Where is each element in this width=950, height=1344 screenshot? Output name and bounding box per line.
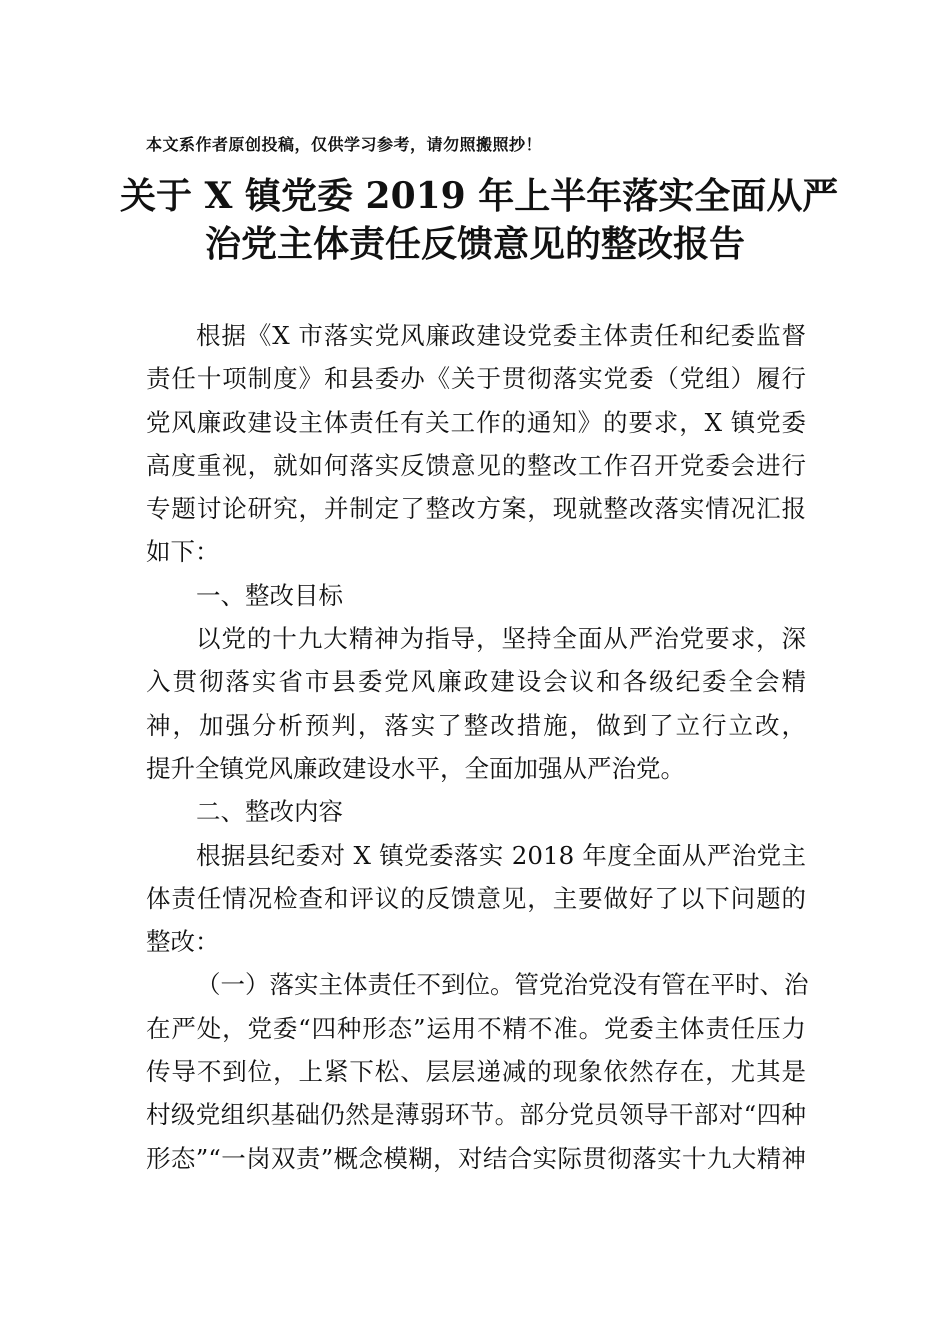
body-line: 根据《X 市落实党风廉政建设党委主体责任和纪委监督 bbox=[196, 321, 806, 350]
body-line: 在严处，党委“四种形态”运用不精不准。党委主体责任压力 bbox=[146, 1013, 806, 1043]
body-line: 整改： bbox=[146, 927, 220, 957]
body-line: 入贯彻落实省市县委党风廉政建设会议和各级纪委全会精 bbox=[146, 667, 806, 697]
body-line: 传导不到位，上紧下松、层层递减的现象依然存在，尤其是 bbox=[146, 1057, 806, 1087]
body-line: 专题讨论研究，并制定了整改方案，现就整改落实情况汇报 bbox=[146, 494, 806, 524]
section-heading: 二、整改内容 bbox=[196, 797, 343, 827]
body-line: 责任十项制度》和县委办《关于贯彻落实党委（党组）履行 bbox=[146, 364, 806, 394]
document-body bbox=[146, 314, 809, 1180]
body-line: 村级党组织基础仍然是薄弱环节。部分党员领导干部对“四种 bbox=[146, 1100, 806, 1130]
body-line: 如下： bbox=[146, 537, 220, 567]
body-line: （一）落实主体责任不到位。管党治党没有管在平时、治 bbox=[196, 970, 809, 1000]
body-line: 神，加强分析预判，落实了整改措施，做到了立行立改， bbox=[146, 710, 806, 740]
body-line: 形态”“一岗双责”概念模糊，对结合实际贯彻落实十九大精神 bbox=[146, 1143, 806, 1173]
section-heading: 一、整改目标 bbox=[196, 580, 343, 610]
document-title-line-2: 治党主体责任反馈意见的整改报告 bbox=[204, 223, 745, 265]
body-line: 高度重视，就如何落实反馈意见的整改工作召开党委会进行 bbox=[146, 450, 806, 480]
body-line: 提升全镇党风廉政建设水平，全面加强从严治党。 bbox=[146, 753, 685, 783]
document-title-line-1: 关于 X 镇党委 2019 年上半年落实全面从严 bbox=[120, 175, 839, 217]
body-line: 根据县纪委对 X 镇党委落实 2018 年度全面从严治党主 bbox=[196, 840, 806, 870]
body-line: 体责任情况检查和评议的反馈意见，主要做好了以下问题的 bbox=[146, 883, 806, 913]
body-line: 以党的十九大精神为指导，坚持全面从严治党要求，深 bbox=[196, 624, 806, 654]
body-line: 党风廉政建设主体责任有关工作的通知》的要求，X 镇党委 bbox=[146, 407, 806, 437]
copyright-notice: 本文系作者原创投稿，仅供学习参考，请勿照搬照抄！ bbox=[146, 135, 543, 154]
